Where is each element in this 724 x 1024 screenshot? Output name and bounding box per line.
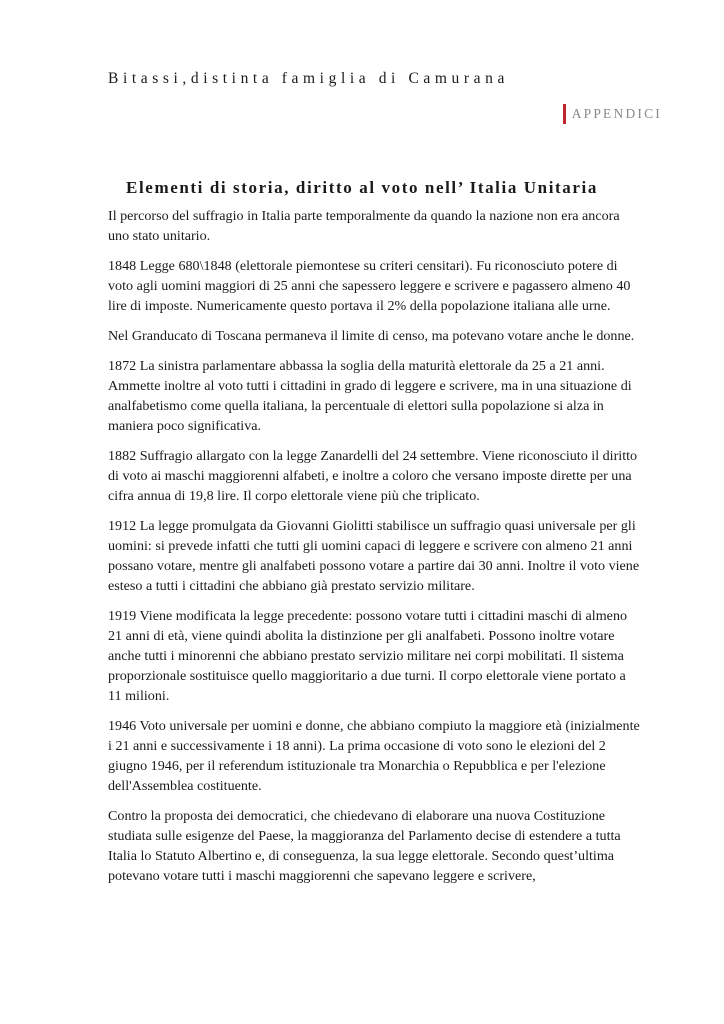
paragraph: Nel Granducato di Toscana permaneva il limite di censo, ma potevano votare anche le donne. xyxy=(108,328,635,344)
paragraph: Contro la proposta dei democratici, che chiedevano di elaborare una nuova Costituzione studiata sulle esigenze del Paese, la maggioranza del Parlamento decise di estendere a tutta Italia lo Statuto Albertino e, di conseguenza, la sua legge elettorale. Secondo quest’ultima potevano votare tutti i maschi maggiorenni che sapevano leggere e scrivere, xyxy=(108,808,621,884)
paragraph: 1946 Voto universale per uomini e donne, che abbiano compiuto la maggiore età (inizialmente i 21 anni e successivamente i 18 anni). La prima occasione di voto sono le elezioni del 2 giugno 1946, per il referendum istituzionale tra Monarchia o Repubblica e per l'elezione dell'Assemblea costituente. xyxy=(108,718,640,794)
paragraph: Il percorso del suffragio in Italia parte temporalmente da quando la nazione non era ancora uno stato unitario. xyxy=(108,208,620,244)
section-label: APPENDICI xyxy=(571,106,662,121)
paragraph: 1882 Suffragio allargato con la legge Zanardelli del 24 settembre. Viene riconosciuto il diritto di voto ai maschi maggiorenni alfabeti, e inoltre a coloro che versano imposte dirette per una cifra annua di 19,8 lire. Il corpo elettorale viene più che triplicato. xyxy=(108,448,638,504)
paragraph: 1872 La sinistra parlamentare abbassa la soglia della maturità elettorale da 25 a 21 anni. Ammette inoltre al voto tutti i cittadini in grado di leggere e scrivere, ma in una situazione di analfabetismo come quella italiana, la percentuale di elettori sulla popolazione si alza in maniera poco significativa. xyxy=(108,358,632,434)
paragraph: 1919 Viene modificata la legge precedente: possono votare tutti i cittadini maschi di almeno 21 anni di età, viene quindi abolita la distinzione per gli analfabeti. Possono inoltre votare anche tutti i minorenni che abbiano prestato servizio militare nei corpi mobilitati. Il sistema proporzionale sostituisce quello maggioritario a due turni. Il corpo elettorale viene portato a 11 milioni. xyxy=(108,608,628,704)
article-title: Elementi di storia, diritto al voto nell’ Italia Unitaria xyxy=(126,178,598,197)
section-tag xyxy=(563,104,662,124)
running-title: Bitassi,distinta famiglia di Camurana xyxy=(108,70,509,87)
paragraph: 1912 La legge promulgata da Giovanni Giolitti stabilisce un suffragio quasi universale per gli uomini: si prevede infatti che tutti gli uomini capaci di leggere e scrivere con almeno 21 anni possano votare, mentre gli analfabeti possono votare a partire dai 30 anni. Inoltre il voto viene esteso a tutti i cittadini che abbiano già prestato servizio militare. xyxy=(108,518,640,594)
article-body xyxy=(108,206,640,896)
accent-bar xyxy=(563,104,566,124)
paragraph: 1848 Legge 680\1848 (elettorale piemontese su criteri censitari). Fu riconosciuto potere di voto agli uomini maggiori di 25 anni che sapessero leggere e scrivere e pagassero almeno 40 lire di imposte. Numericamente questo portava il 2% della popolazione italiana alle urne. xyxy=(108,258,631,314)
